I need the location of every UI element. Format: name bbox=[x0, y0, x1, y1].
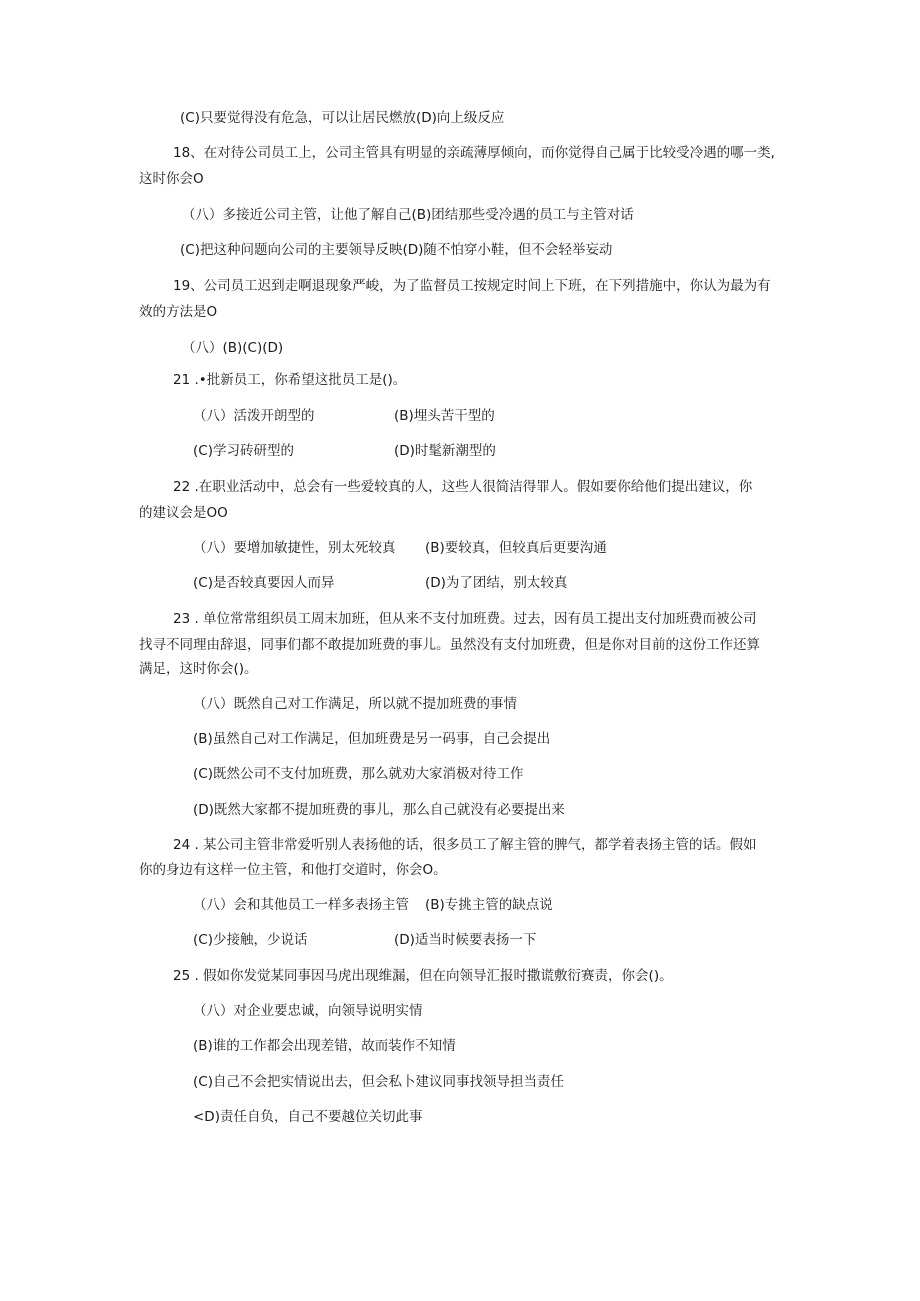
q24-stem-line1: 24 . 某公司主管非常爱听别人表扬他的话，很多员工了解主管的脾气，都学着表扬主管的话。假如 bbox=[173, 837, 757, 853]
q23-option-c: (C)既然公司不支付加班费，那么就劝大家消极对待工作 bbox=[193, 766, 524, 782]
q25-option-a: （八）对企业要忠诚，向领导说明实情 bbox=[193, 1003, 423, 1019]
q18-stem-line2: 这时你会O bbox=[139, 171, 204, 187]
q18-options-cd: (C)把这种问题向公司的主要领导反映(D)随不怕穿小鞋，但不会轻举妄动 bbox=[180, 242, 613, 258]
q23-option-d: (D)既然大家都不提加班费的事儿，那么自己就没有必要提出来 bbox=[193, 802, 565, 818]
q19-stem-line1: 19、公司员工迟到走啊退现象严峻，为了监督员工按规定时间上下班，在下列措施中，你认为最为有 bbox=[173, 278, 771, 294]
q23-stem-line1: 23 . 单位常常组织员工周末加班，但从来不支付加班费。过去，因有员工提出支付加班费而被公司 bbox=[173, 611, 757, 627]
q19-options: （八）(B)(C)(D) bbox=[182, 340, 284, 356]
q23-stem-line3: 满足，这时你会()。 bbox=[139, 661, 258, 677]
q24-option-c: (C)少接触，少说话 bbox=[193, 932, 308, 948]
q25-option-b: (B)谁的工作都会出现差错，故而装作不知情 bbox=[193, 1038, 456, 1054]
q21-option-b: (B)埋头苦干型的 bbox=[394, 408, 495, 424]
q21-option-d: (D)时髦新潮型的 bbox=[394, 443, 496, 459]
q22-option-d: (D)为了团结，别太较真 bbox=[425, 575, 568, 591]
q25-option-d: <D)责任自负，自己不要越位关切此事 bbox=[193, 1109, 423, 1125]
q22-stem-line2: 的建议会是OO bbox=[139, 505, 228, 521]
q23-stem-line2: 找寻不同理由辞退，同事们都不敢提加班费的事儿。虽然没有支付加班费，但是你对目前的这份工作还算 bbox=[139, 637, 760, 653]
q22-stem-line1: 22 .在职业活动中，总会有一些爱较真的人，这些人很简洁得罪人。假如要你给他们提出建议，你 bbox=[173, 479, 753, 495]
q21-option-c: (C)学习砖研型的 bbox=[193, 443, 294, 459]
q25-stem: 25 . 假如你发觉某同事因马虎出现维漏，但在向领导汇报时撒谎敷衍赛责，你会()。 bbox=[173, 968, 673, 984]
q22-option-c: (C)是否较真要因人而异 bbox=[193, 575, 335, 591]
q24-option-a: （八）会和其他员工一样多表扬主管 bbox=[193, 897, 409, 913]
q21-stem: 21 .•批新员工，你希望这批员工是()。 bbox=[173, 372, 407, 388]
q25-option-c: (C)自己不会把实情说出去，但会私卜建议同事找领导担当责任 bbox=[193, 1074, 564, 1090]
q22-option-a: （八）要增加敏捷性，别太死较真 bbox=[193, 540, 396, 556]
q24-option-b: (B)专挑主管的缺点说 bbox=[425, 897, 553, 913]
q22-option-b: (B)要较真，但较真后更要沟通 bbox=[425, 540, 607, 556]
q24-stem-line2: 你的身边有这样一位主管，和他打交道时，你会O。 bbox=[139, 862, 447, 878]
q19-stem-line2: 效的方法是O bbox=[139, 304, 218, 320]
q18-stem-line1: 18、在对待公司员工上，公司主管具有明显的亲疏薄厚倾向，而你觉得自己属于比较受冷遇的哪一类, bbox=[173, 145, 775, 161]
q18-options-ab: （八）多接近公司主管，让他了解自己(B)团结那些受冷遇的员工与主管对话 bbox=[182, 207, 634, 223]
q24-option-d: (D)适当时候要表扬一下 bbox=[394, 932, 537, 948]
q21-option-a: （八）活泼开朗型的 bbox=[193, 408, 315, 424]
q23-option-b: (B)虽然自己对工作满足，但加班费是另一码事，自己会提出 bbox=[193, 731, 551, 747]
q17-options-cd: (C)只要觉得没有危急，可以让居民燃放(D)向上级反应 bbox=[180, 110, 505, 126]
q23-option-a: （八）既然自己对工作满足，所以就不提加班费的事情 bbox=[193, 696, 517, 712]
